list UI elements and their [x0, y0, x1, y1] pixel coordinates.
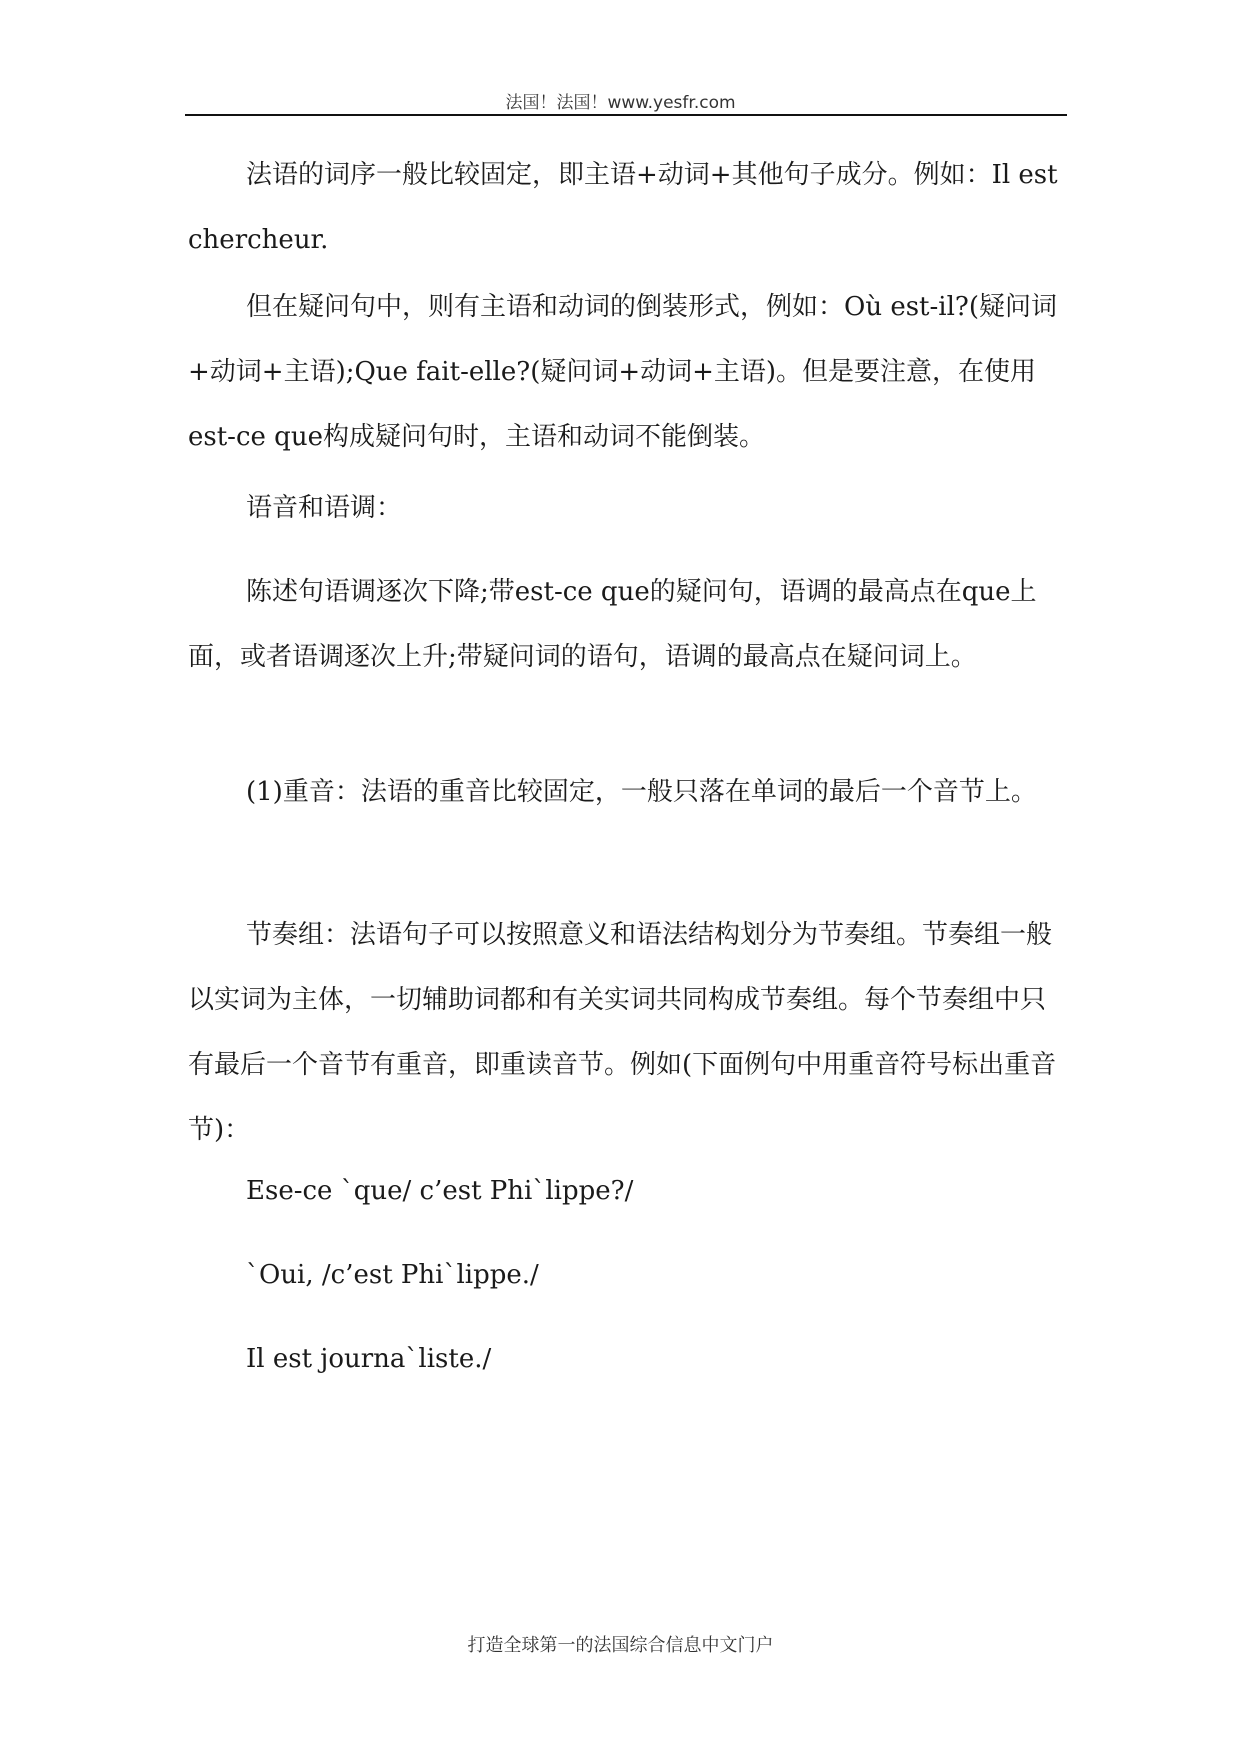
paragraph-rhythm-group: 节奏组：法语句子可以按照意义和语法结构划分为节奏组。节奏组一般以实词为主体，一切辅助词都和有关实词共同构成节奏组。每个节奏组中只有最后一个音节有重音，即重读音节。例如(下面例句中用重音符号标出重音节)： — [188, 920, 1057, 1145]
header-divider — [185, 114, 1067, 116]
paragraph-intonation: 陈述句语调逐次下降;带est-ce que的疑问句，语调的最高点在que上面，或者语调逐次上升;带疑问词的语句，语调的最高点在疑问词上。 — [188, 577, 1037, 672]
paragraph-stress: (1)重音：法语的重音比较固定，一般只落在单词的最后一个音节上。 — [246, 777, 1037, 807]
example-line: Ese-ce `que/ c’est Phi`lippe?/ — [246, 1176, 634, 1206]
paragraph-interrogative: 但在疑问句中，则有主语和动词的倒装形式，例如：Où est-il?(疑问词+动词+主语);Que fait-elle?(疑问词+动词+主语)。但是要注意，在使用est-ce que构成疑问句时，主语和动词不能倒装。 — [188, 292, 1058, 452]
paragraph-section-heading: 语音和语调： — [246, 493, 403, 523]
page-footer: 打造全球第一的法国综合信息中文门户 — [467, 1635, 774, 1656]
example-line: Il est journa`liste./ — [246, 1344, 492, 1374]
paragraph-word-order: 法语的词序一般比较固定，即主语+动词+其他句子成分。例如：Il est chercheur. — [188, 160, 1058, 255]
page-header: 法国！法国！www.yesfr.com — [505, 93, 736, 113]
example-line: `Oui, /c’est Phi`lippe./ — [246, 1260, 539, 1290]
